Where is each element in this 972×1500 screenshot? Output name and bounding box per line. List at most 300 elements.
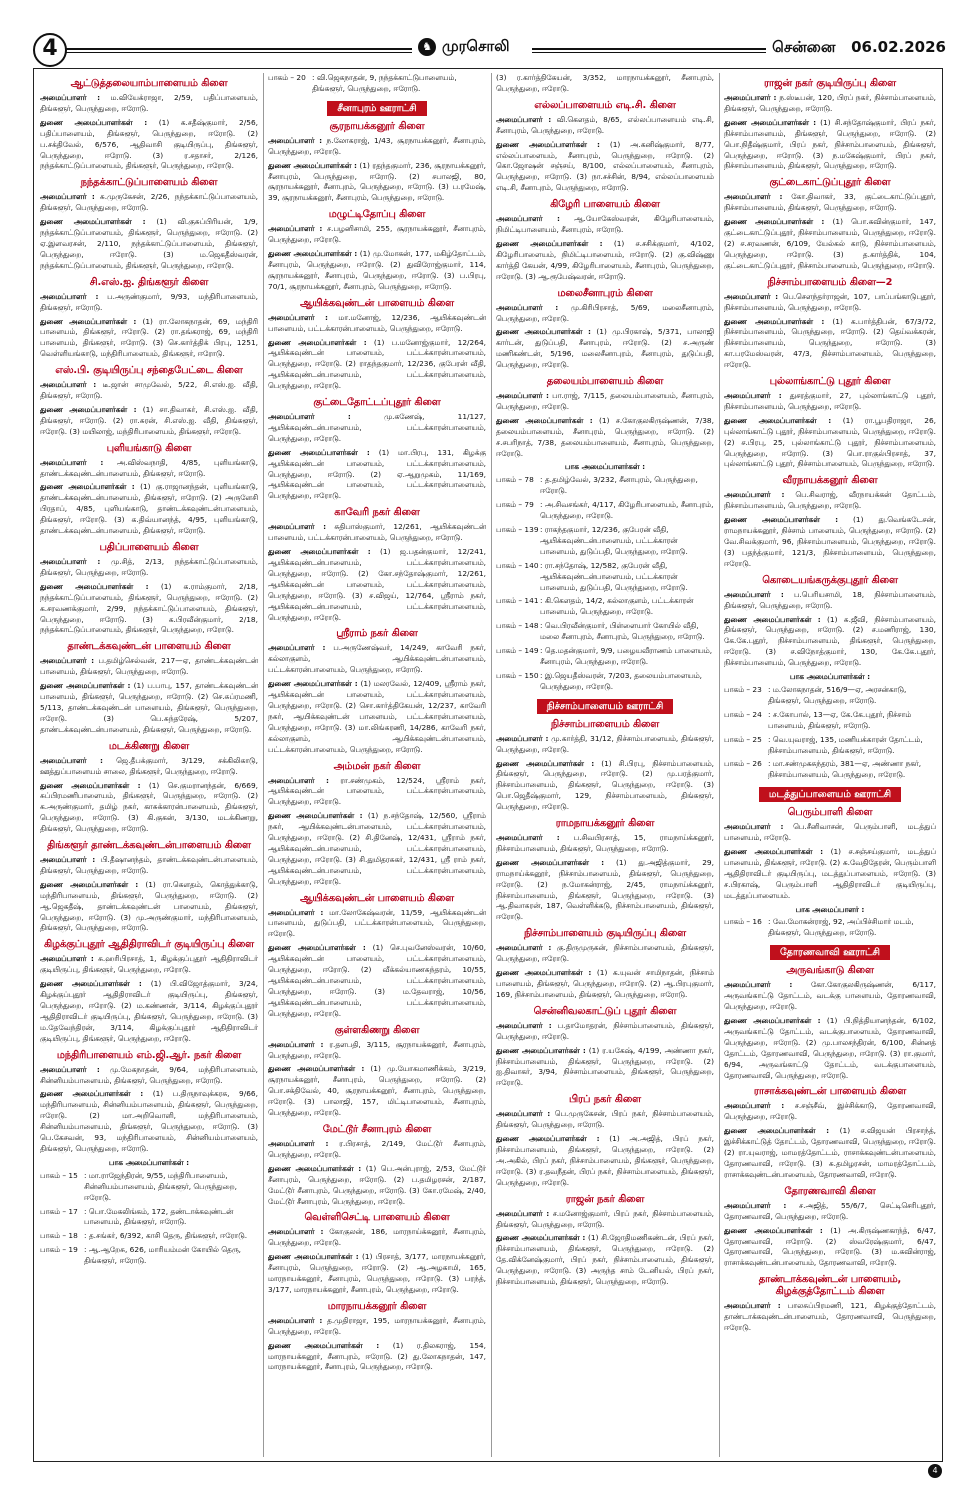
branch-title: பெரும்பாளி கிளை	[787, 807, 873, 819]
role-label: துணை அமைப்பாளர்கள் :	[40, 581, 149, 591]
role-label: துணை அமைப்பாளர்கள் :	[268, 160, 357, 170]
member-details: மு.சித், 2/13, நந்தக்காட்டுப்பாளையம், திங்களூர், பெருந்துறை, ஈரோடு.	[40, 557, 258, 577]
branch-title: மடக்கிணறு கிளை	[108, 740, 190, 752]
branch-title: ராஜன் நகர் குடியிருப்பு கிளை	[763, 78, 897, 89]
member-entry	[724, 1016, 936, 1081]
ward-member: : வி.ஜெகநாதன், 9, நந்தக்காட்டுபாளையம், திங்களூர், பெருந்துறை, ஈரோடு.	[312, 73, 457, 93]
ward-row	[496, 646, 714, 668]
member-entry	[40, 93, 258, 115]
member-details: பெ.செளந்தர்ராஜன், 107, பாப்பங்காடுபுதூர், நிச்சாம்பாளையம், பெருந்துறை, ஈரோடு.	[724, 291, 936, 312]
role-label: அமைப்பாளர் :	[268, 1039, 324, 1049]
branch-title: நிச்சாம்பாளையம் கிளை—2	[767, 276, 893, 288]
branch-title: தோரணவாவி கிளை	[784, 1185, 876, 1197]
ward-member: : ஆ.ஆறேசு, 626, மாரியம்மன் கோயில் தெரு, திங்களூர், ஈரோடு.	[84, 1245, 242, 1266]
panchayat-banner-label: நிச்சாம்பாளையம் ஊராட்சி	[537, 699, 674, 714]
role-label: அமைப்பாளர் :	[496, 214, 560, 224]
branch-title: குட்டைதோட்டப்புதூர் கிளை	[313, 397, 441, 409]
branch-title: நந்தக்காட்டுப்பாளையம் கிளை	[80, 177, 218, 189]
member-entry	[268, 679, 486, 755]
member-entry	[268, 412, 486, 445]
member-details: (1) சி.சந்தோஷ்குமார், பிரப் நகர், நிச்சாம்பாளையம், திங்களூர், பெருந்துறை, ஈரோடு. (2) பொ.நிதீஷ்குமார், பிரப் நகர், நிச்சாம்பாளையம், திங்களூர், பெருந்துறை, ஈரோடு. (3) ந.மகேஷ்குமார், பிரப் நகர், நிச்சாம்பாளையம், திங்களூர், பெருந்துறை, ஈரோடு.	[724, 117, 936, 171]
member-details: (1) ச.விஜயன் பிரசாந்த், இச்சிக்காட்டுத் தோட்டம், தோரணவாவி, பெருந்துறை, ஈரோடு. (2) ரா.யுவராஜ், மாமரத்தோட்டம், ராசாக்கவுண்டன்பாளையம், தோரணவாவி, ஈரோடு. (3) சு.தமிழரசன், மாமரத்தோட்டம், ராசாக்கவுண்டன்பாளையம், தோரணவாவி, ஈரோடு.	[724, 1126, 936, 1179]
role-label: அமைப்பாளர் :	[724, 93, 777, 102]
member-details: (1) அ.கனிஷ்குமார், 8/77, எல்லப்பாளையம், சீனாபுரம், பெருந்துறை, ஈரோடு. (2) கொ.ஜோஷன் சஞ்சய், 8/100, எல்லப்பாளையம், சீனாபுரம், பெருந்துறை, ஈரோடு. (3) நா.சச்சின், 8/94, எல்லப்பாளையம் எடி.சி, சீனாபுரம், பெருந்துறை, ஈரோடு.	[496, 139, 714, 193]
role-label: துணை அமைப்பாளர்கள் :	[268, 943, 366, 953]
branch-title: புல்லாங்காட்டு புதூர் கிளை	[769, 376, 891, 388]
role-label: துணை அமைப்பாளர்கள் :	[40, 316, 137, 326]
newspaper-logo-icon: ♞	[418, 38, 436, 56]
member-details: பெ.சிவராஜ், வீரநாயக்கன் தோட்டம், நிச்சாம்பாளையம், பெருந்துறை, ஈரோடு.	[724, 490, 936, 511]
ward-row	[496, 621, 714, 643]
ward-row	[496, 596, 714, 618]
member-entry	[268, 522, 486, 544]
member-details: ப.சிவபிரசாத், 15, ராமநாய்க்கனூர், நிச்சாம்பாளையம், திங்களூர், பெருந்துறை, ஈரோடு.	[496, 833, 714, 853]
ward-row	[496, 500, 714, 522]
branch-title: சி.எஸ்.ஐ. திங்களூர் கிளை	[89, 276, 209, 288]
role-label: அமைப்பாளர் :	[724, 192, 783, 202]
member-details: (1) சி.பிரபு, நிச்சாம்பாளையம், திங்களூர், பெருந்துறை, ஈரோடு. (2) மு.பரத்குமார், நிச்சாம்பாளையம், திங்களூர், பெருந்துறை, ஈரோடு. (3) பொ.ஜெதீஷ்குமார், 129, நிச்சாம்பாளையம், திங்களூர், பெருந்துறை, ஈரோடு.	[496, 758, 714, 812]
ward-member: : மா.ராஜேந்திரன், 9/55, மந்திரிபாளையம், சின்னியம்பாளையம், திங்களூர், பெருந்துறை, ஈரோடு.	[84, 1170, 238, 1202]
panchayat-banner-label: சீனாபுரம் ஊராட்சி	[327, 101, 426, 116]
header-rule-left-thin	[66, 52, 412, 53]
member-entry	[40, 880, 258, 935]
role-label: அமைப்பாளர் :	[40, 380, 97, 390]
member-entry	[268, 136, 486, 158]
column-1	[40, 73, 258, 1457]
role-label: அமைப்பாளர் :	[268, 775, 329, 785]
member-details: ச.பழனிசாமி, 255, சூரநாயக்கனூர், சீனாபுரம், பெருந்துறை, ஈரோடு.	[268, 224, 486, 245]
branch-title: ஸ்ரீராம் நகர் கிளை	[336, 628, 418, 640]
member-entry	[496, 239, 714, 283]
member-entry	[268, 1139, 486, 1161]
ward-row	[724, 735, 936, 757]
member-details: (1) க.யுவன் சாமிநாதன், நிச்சாம் பாளையம், திங்களூர், பெருந்துறை, ஈரோடு. (2) ஆ.பிரபுகுமார், 169, நிச்சாம்பாளையம், திங்களூர், பெருந்துறை, ஈரோடு.	[496, 968, 714, 999]
member-details: ச.மனோஜ்குமார், பிரப் நகர், நிச்சாம்பாளையம், திங்களூர், பெருந்துறை, ஈரோடு.	[496, 1208, 714, 1229]
role-label: துணை அமைப்பாளர்கள் :	[40, 217, 146, 227]
role-label: துணை அமைப்பாளர்கள் :	[496, 139, 600, 149]
ward-row	[40, 1171, 258, 1204]
role-label: துணை அமைப்பாளர்கள் :	[724, 1225, 823, 1235]
branch-title: அம்மன் நகர் கிளை	[333, 760, 421, 772]
column-3	[496, 73, 714, 1457]
member-details: மா.மனோஜ், 12/236, ஆயிக்கவுண்டன் பாளையம், பட்டக்காரன்பாளையம், பெருந்துறை, ஈரோடு.	[268, 312, 486, 333]
member-entry	[496, 1046, 714, 1090]
member-entry	[496, 1233, 714, 1288]
ward-number: பாகம் – 78	[496, 475, 534, 485]
ward-row	[724, 759, 936, 781]
branch-title: திங்களூர் தாண்டக்கவுண்டன்பாளையம் கிளை	[47, 840, 251, 852]
member-entry	[496, 734, 714, 756]
panchayat-banner	[496, 699, 714, 714]
member-entry	[496, 115, 714, 137]
section-subheading: பாக அமைப்பாளர்கள் :	[108, 1157, 190, 1167]
role-label: துணை அமைப்பாளர்கள் :	[724, 1126, 830, 1136]
member-entry	[724, 317, 936, 372]
branch-title: கிழேரி பாளையம் கிளை	[550, 199, 660, 211]
member-details: பாலசுப்பிரமணி, 121, கிழக்குத்தோட்டம், தாண்டாக்கவுண்டன்பாளையம், தோரணவாவி, பெருந்துறை, ஈரோடு.	[724, 1301, 936, 1333]
member-entry	[724, 980, 936, 1013]
role-label: அமைப்பாளர் :	[40, 855, 96, 865]
role-label: துணை அமைப்பாளர்கள் :	[268, 811, 363, 821]
role-label: அமைப்பாளர் :	[268, 224, 323, 234]
role-label: துணை அமைப்பாளர்கள் :	[724, 316, 825, 326]
role-label: துணை அமைப்பாளர்கள் :	[496, 238, 603, 248]
member-details: ப.தமிழ்செல்வன், 217—ஏ, தாண்டக்கவுண்டன் பாளையம், திங்களூர், பெருந்துறை, ஈரோடு.	[40, 656, 258, 677]
masthead	[412, 37, 516, 57]
role-label: அமைப்பாளர் :	[40, 291, 99, 301]
member-details: ர.தளபதி, 3/115, சூரநாயக்கனூர், சீனாபுரம், பெருந்துறை, ஈரோடு.	[268, 1039, 486, 1060]
member-details: ப.அருண்குமார், 9/93, மந்திரிபாளையம், திங்களூர், ஈரோடு.	[40, 291, 258, 312]
role-label: துணை அமைப்பாளர்கள் :	[724, 1016, 821, 1025]
ward-member: : பொ.மேகலிங்கம், 172, தண்டாக்கவுண்டன் பாளையம், திங்களூர், ஈரோடு.	[84, 1206, 234, 1227]
role-label: துணை அமைப்பாளர்கள் :	[724, 515, 839, 525]
role-label: துணை அமைப்பாளர்கள் :	[40, 780, 141, 790]
role-label: அமைப்பாளர் :	[724, 1200, 787, 1210]
role-label: அமைப்பாளர் :	[496, 391, 549, 401]
role-label: துணை அமைப்பாளர்கள் :	[268, 447, 370, 457]
member-entry	[724, 192, 936, 214]
member-details: மு.கிரிபிரசாத், 5/69, மலைசீனாபுரம், பெருந்துறை, ஈரோடு.	[496, 302, 714, 323]
role-label: துணை அமைப்பாளர்கள் :	[724, 217, 825, 227]
ward-member: : மா.சண்முகசுந்தரம், 381—ஏ, அண்ணா நகர், நிச்சாம்பாளையம், பெருந்துறை, ஈரோடு.	[768, 759, 922, 780]
member-details: (1) க.சதீஷ்குமார், 2/56, பதிப்பாளையம், திங்களூர், பெருந்துறை, ஈரோடு. (2) ப.சக்திவேல், 6/576, ஆதிவாசி குடியிருப்பு, திங்களூர், பெருந்துறை, ஈரோடு. (3) ர.சதாசர், 2/126, நந்தக்காட்டுப்பாளையம், திங்களூர், பெருந்துறை, ஈரோடு.	[40, 117, 258, 171]
role-label: அமைப்பாளர் :	[724, 822, 784, 832]
role-label: துணை அமைப்பாளர்கள் :	[40, 879, 139, 889]
role-label: துணை அமைப்பாளர்கள் :	[40, 482, 135, 492]
member-details: (1) அ.அஜித், பிரப் நகர், நிச்சாம்பாளையம், திங்களூர், பெருந்துறை, ஈரோடு. (2) அ.அகில், பிரப் நகர், நிச்சாம்பாளையம், திங்களூர், பெருந்துறை, ஈரோடு. (3) ர.தவநீதன், பிரப் நகர், நிச்சாம்பாளையம், திங்களூர், பெருந்துறை, ஈரோடு.	[496, 1134, 714, 1187]
ward-row	[496, 475, 714, 497]
member-entry	[40, 482, 258, 537]
member-details: (1) ரா.கௌதம், கொத்துக்காடு, மந்திரிபாளையம், திங்களூர், பெருந்துறை, ஈரோடு. (2) ஆ.ஜெகதீஷ், தாண்டக்கவுண்டன் பாளையம், திங்களூர், பெருந்துறை, ஈரோடு. (3) மு.அருண்குமார், மந்திரிபாளையம், திங்களூர், பெருந்துறை, ஈரோடு.	[40, 879, 258, 933]
member-details: ம.வியேக்ராஜா, 2/59, பதிப்பாளையம், திங்களூர், பெருந்துறை, ஈரோடு.	[40, 93, 258, 113]
panchayat-banner	[724, 787, 936, 802]
branch-title: எல்லப்பாளையம் எடி.சி. கிளை	[534, 99, 676, 111]
role-label: துணை அமைப்பாளர்கள் :	[268, 547, 371, 557]
member-details: (1) ஜ.பதன்குமார், 12/241, ஆயிக்கவுண்டன்பாளையம், பட்டக்காரன்பாளையம், பெருந்துறை, ஈரோடு. (2) கோ.சந்தோஷ்குமார், 12/261, ஆயிக்கவுண்டன் பாளையம், பட்டக்காரன்பாளையம், பெருந்துறை, ஈரோடு. (3) ச.விஜய், 12/764, ஸ்ரீராம் நகர், ஆயிக்கவுண்டன்பாளையம், பட்டக்காரன்பாளையம், பெருந்துறை, ஈரோடு.	[268, 547, 486, 622]
member-details: (1) க.ராம்குமார், 2/18, நந்தக்காட்டுப்பாளையம், திங்களூர், பெருந்துறை, ஈரோடு. (2) க.சரவணக்குமார், 2/99, நந்தக்காட்டுப்பாளையம், திங்களூர், பெருந்துறை, ஈரோடு. (3) க.பிரவீன்குமார், 2/18, நந்தக்காட்டுப்பாளையம், திங்களூர், பெருந்துறை, ஈரோடு.	[40, 581, 258, 635]
member-entry	[40, 380, 258, 402]
role-label: அமைப்பாளர் :	[268, 1227, 324, 1237]
member-details: மு.மேகநாதன், 9/64, மந்திரிபாளையம், சின்னியம்பாளையம், திங்களூர், பெருந்துறை, ஈரோடு.	[40, 1064, 258, 1085]
branch-title: ஆயிக்கவுண்டன் பாளையம் கிளை	[300, 297, 454, 309]
ward-member: : கி.கௌதம், 14/2, கல்லாகுளம், பட்டக்காரன் பாளையம், பெருந்துறை, ஈரோடு.	[540, 596, 694, 617]
member-entry	[724, 615, 936, 670]
ward-number: பாகம் – 79	[496, 500, 534, 510]
ward-row	[496, 671, 714, 693]
member-entry	[724, 217, 936, 272]
branch-title: பதிப்பாளையம் கிளை	[99, 542, 199, 553]
member-details: (1) ச.சசிக்குமார், 4/102, கிழேரிபாளையம், நிமிட்டிபாளையம், ஈரோடு. (2) கு.விஷ்ணு கார்த்தி கேயன், 4/99, கிழேரிபாளையம், சீனாபுரம், பெருந்துறை, ஈரோடு. (3) ஆ.ரூபேஷ்வரன், ஈரோடு.	[496, 238, 714, 281]
role-label: துணை அமைப்பாளர்கள் :	[40, 1089, 144, 1099]
ward-number: பாகம் – 148	[496, 621, 539, 631]
city-name: சென்னை	[772, 38, 836, 56]
member-entry	[496, 214, 714, 236]
ward-number: பாகம் – 141	[496, 596, 539, 606]
member-details: (1) வி.குசுப்பிரியன், 1/9, நந்தக்காட்டுப்பாளையம், திங்களூர், பெருந்துறை, ஈரோடு. (2) ஏ.இளவரசன், 2/110, நந்தக்காட்டுப்பாளையம், திங்களூர், பெருந்துறை, ஈரோடு. (3) ம.ஜெகதீஸ்வரன், நந்தக்காட்டுப்பாளையம், திங்களூர், பெருந்துறை, ஈரோடு.	[40, 217, 258, 270]
role-label: துணை அமைப்பாளர்கள் :	[268, 337, 367, 347]
member-entry	[40, 317, 258, 361]
member-details: (1) ப.திருநாவுக்கரசு, 9/66, மந்திரிபாளையம், சின்னியம்பாளையம், திங்களூர், பெருந்துறை, ஈரோடு. (2) மா.அறிவொளி, மந்திரிபாளையம், சின்னியம்பாளையம், திங்களூர், பெருந்துறை, ஈரோடு. (3) பெ.கேசவன், 93, மந்திரிபாளையம், சின்னியம்பாளையம், திங்களூர், பெருந்துறை, ஈரோடு.	[40, 1089, 258, 1153]
member-entry	[268, 1040, 486, 1062]
branch-title: பிரப் நகர் கிளை	[569, 1094, 641, 1106]
branch-title: நிச்சாம்பாளையம் குடியிருப்பு கிளை	[524, 928, 686, 940]
role-label: அமைப்பாளர் :	[268, 907, 324, 917]
ward-row	[40, 1231, 258, 1242]
member-details: (1) ப.பாபு, 157, தாண்டக்கவுண்டன் பாளையம், திங்களூர், பெருந்துறை, ஈரோடு. (2) செ.சுப்ரமணி, 5/113, தாண்டக்கவுண்டன் பாளையம், திங்களூர், பெருந்துறை, ஈரோடு. (3) பெ.சுந்தரேஷ், 5/207, தாண்டக்கவுண்டன்பாளையம், திங்களூர், பெருந்துறை, ஈரோடு.	[40, 681, 258, 734]
member-entry	[40, 557, 258, 579]
member-entry	[40, 1089, 258, 1154]
member-entry	[724, 416, 936, 471]
member-details: டீ.ஜான் சாமுவேல், 5/22, சி.எஸ்.ஐ. வீதி, திங்களூர், ஈரோடு.	[40, 380, 258, 401]
ward-member: : ராகந்தகுமார், 12/236, குபேரன் வீதி, ஆயிக்கவுண்டன்பாளையம், பட்டக்காரன் பாளையம், துடுப்பதி, பெருந்துறை, ஈரோடு.	[540, 525, 688, 556]
member-details: (1) மு.யோகமாணிக்கம், 3/219, சூரநாயக்கனூர், சீனாபுரம், பெருந்துறை, ஈரோடு. (2) பொ.சக்திவேல், 40, சூரநாயக்கனூர், சீனாபுரம், பெருந்துறை, ஈரோடு. (3) பாலாஜி, 157, மிட்டிபாளையம், சீனாபுரம், பெருந்துறை, ஈரோடு.	[268, 1064, 486, 1118]
member-details: ரா.சண்முகம், 12/524, ஸ்ரீராம் நகர், ஆயிக்கவுண்டன் பாளையம், பட்டக்காரன்பாளையம், பெருந்துறை, ஈரோடு.	[268, 775, 486, 807]
member-entry	[40, 855, 258, 877]
member-entry	[724, 93, 936, 115]
role-label: அமைப்பாளர் :	[496, 1109, 551, 1119]
member-entry	[40, 756, 258, 778]
branch-title: குள்ளகிணறு கிளை	[334, 1024, 420, 1036]
role-label: அமைப்பாளர் :	[724, 291, 779, 301]
role-label: அமைப்பாளர் :	[40, 457, 104, 467]
role-label: அமைப்பாளர் :	[40, 1064, 100, 1074]
branch-title: தாண்டாக்கவுண்டன் பாளையம், கிழக்குத்தோட்டம் கிளை	[758, 1274, 902, 1298]
member-details: (1) து.வெங்கடேசன், ராமநாயக்கனூர், நிச்சாம் பாளையம், பெருந்துறை, ஈரோடு. (2) வே.சிவக்குமார், 96, நிச்சாம்பாளையம், பெருந்துறை, ஈரோடு. (3) பதந்த்குமார், 121/3, நிச்சாம்பாளையம், பெருந்துறை, ஈரோடு.	[724, 515, 936, 568]
ward-row	[40, 1207, 258, 1229]
branch-title: தாண்டக்கவுண்டன் பாளையம் கிளை	[67, 641, 231, 653]
role-label: துணை அமைப்பாளர்கள் :	[496, 758, 595, 768]
member-entry	[724, 1101, 936, 1123]
role-label: அமைப்பாளர் :	[724, 589, 784, 599]
ward-member: : தெ.மதன்குமார், 9/9, பழையவீராணம் பாளையம், சீனாபுரம், பெருந்துறை, ஈரோடு.	[540, 646, 713, 666]
member-entry	[724, 1226, 936, 1270]
member-details: (1) ச.கோகுலகிருஷ்ணன், 7/38, தலையம்பாளையம், சீனாபுரம், பெருந்துறை, ஈரோடு. (2) ச.சபரிநாத், 7/38, தலையம்பாளையம், சீனாபுரம், பெருந்துறை, ஈரோடு.	[496, 415, 714, 458]
role-label: துணை அமைப்பாளர்கள் :	[724, 415, 832, 425]
member-entry	[496, 968, 714, 1001]
role-label: அமைப்பாளர் :	[268, 135, 323, 145]
role-label: துணை அமைப்பாளர்கள் :	[496, 968, 592, 978]
member-details: பெ.சீனிவாசன், பெரும்பாளி, மடத்துப் பாளையம், ஈரோடு.	[724, 822, 936, 843]
member-details: ப.அருணேஷ்வர், 14/249, காவேரி நகர், கல்லாகுளம், ஆயிக்கவுண்டன்பாளையம், பட்டக்காரன்பாளையம், பெருந்துறை, ஈரோடு.	[268, 643, 486, 675]
member-entry	[724, 391, 936, 413]
role-label: துணை அமைப்பாளர்கள் :	[724, 117, 817, 127]
branch-title: புளியங்காடு கிளை	[106, 442, 192, 454]
role-label: அமைப்பாளர் :	[496, 833, 560, 843]
branch-title: ராசாக்கவுண்டன் பாளையம் கிளை	[753, 1086, 907, 1098]
role-label: துணை அமைப்பாளர்கள் :	[40, 404, 137, 414]
role-label: துணை அமைப்பாளர்கள் :	[496, 327, 591, 337]
member-entry	[496, 1021, 714, 1043]
member-details: கோ.திவாகர், 33, குட்டைகாட்டுப்புதூர், நிச்சாம்பாளையம், திங்களூர், பெருந்துறை, ஈரோடு.	[724, 192, 936, 213]
member-details: (1) ப.மனோஜ்குமார், 12/264, ஆயிக்கவுண்டன் பாளையம், பட்டக்காரன்பாளையம், பெருந்துறை, ஈரோடு. (2) ராதந்தகுமார், 12/236, குபேரன் வீதி, ஆயிக்கவுண்டன்பாளையம், பட்டக்காரன்பாளையம், பெருந்துறை, ஈரோடு.	[268, 337, 486, 391]
member-entry	[268, 811, 486, 887]
branch-title: ராஜன் நகர் கிளை	[565, 1193, 645, 1205]
member-details: (1) பி.விஜோத்குமார், 3/24, கிழக்குப்புதூர் ஆதிதிராவிடர் குடியிருப்பு, திங்களூர், பெருந்துறை, ஈரோடு. (2) ம.கண்ணன், 3/114, கிழக்குப்புதூர் ஆதிதிராவிடர் குடியிருப்பு, திங்களூர், பெருந்துறை, ஈரோடு. (3) ம.தேவேந்திரன், 3/114, கிழக்குப்புதூர் ஆதிதிராவிடர் குடியிருப்பு, திங்களூர், பெருந்துறை, ஈரோடு.	[40, 979, 258, 1043]
ward-number: பாகம் – 149	[496, 646, 539, 656]
role-label: அமைப்பாளர் :	[268, 522, 327, 532]
role-label: துணை அமைப்பாளர்கள் :	[268, 1340, 380, 1350]
role-label: துணை அமைப்பாளர்கள் :	[724, 847, 824, 857]
ward-member: : வெ.யுவராஜ், 135, மணியக்காரன் தோட்டம், நிச்சாம்பாளையம், திங்களூர், ஈரோடு.	[768, 734, 923, 755]
branch-title: எஸ்.பி. குடியிருப்பு சந்தைபேட்டை கிளை	[55, 365, 243, 377]
role-label: துணை அமைப்பாளர்கள் :	[268, 1252, 359, 1262]
role-label: அமைப்பாளர் :	[40, 656, 95, 666]
member-details: அ.விஸ்வநாதி, 4/85, புளியங்காடு, தாண்டக்கவுண்டன்பாளையம், திங்களூர், ஈரோடு.	[40, 457, 258, 478]
ward-number: பாகம் – 26	[724, 759, 762, 769]
member-entry	[40, 292, 258, 314]
role-label: அமைப்பாளர் :	[40, 192, 95, 202]
dateline	[766, 38, 946, 58]
role-label: அமைப்பாளர் :	[40, 557, 101, 566]
branch-title: ஆயிக்கவுண்டன் பாளையம் கிளை	[300, 892, 454, 904]
member-details: ச.அஜித், 55/6/7, செட்டிசெரிபுதூர், தோரணவாவி, பெருந்துறை, ஈரோடு.	[724, 1200, 936, 1221]
role-label: துணை அமைப்பாளர்கள் :	[496, 1233, 586, 1243]
member-entry	[268, 908, 486, 941]
member-entry	[40, 979, 258, 1044]
member-details: (1) ர.திலகராஜ், 154, மாரநாயக்கனூர், சீனாபுரம், ஈரோடு. (2) து.லோகநாதன், 147, மாரநாயக்கனூர், சீனாபுரம், பெருந்துறை, ஈரோடு.	[268, 1340, 486, 1372]
ward-member: : த.சங்கர், 6/392, காசி தெரு, திங்களூர், ஈரோடு.	[84, 1231, 248, 1241]
member-entry	[724, 515, 936, 570]
member-details: (1) செ.புவனேஸ்வரன், 10/60, ஆயிக்கவுண்டன் பாளையம், பட்டக்காரன்பாளையம், பெருந்துறை, ஈரோடு. (2) வீக்கல்யாணசுந்தரம், 10/55, ஆயிக்கவுண்டன்பாளையம், பட்டக்காரன்பாளையம், பெருந்துறை, ஈரோடு. (3) ம.தேவராஜ், 10/56, ஆயிக்கவுண்டன்பாளையம், பட்டக்காரன்பாளையம், பெருந்துறை, ஈரோடு.	[268, 943, 486, 1018]
column-divider	[263, 73, 264, 1457]
ward-number: பாகம் – 139	[496, 525, 539, 534]
role-label: துணை அமைப்பாளர்கள் :	[40, 117, 148, 127]
member-details: (1) சி.ஜோதிமணிகண்டன், பிரப் நகர், நிச்சாம்பாளையம், திங்களூர், பெருந்துறை, ஈரோடு. (2) தே.விக்னேஷ்குமார், பிரப் நகர், நிச்சாம்பாளையம், திங்களூர், பெருந்துறை, ஈரோடு. (3) அருந்த சாம் டேனியல், பிரப் நகர், நிச்சாம்பாளையம், திங்களூர், பெருந்துறை, ஈரோடு.	[496, 1233, 714, 1287]
member-entry	[268, 1227, 486, 1249]
member-entry	[724, 847, 936, 902]
ward-member: : ச.கோபால், 13—ஏ, கே.கே.புதூர், நிச்சாம் பாளையம், திங்களூர், ஈரோடு.	[768, 709, 912, 730]
ward-row	[268, 73, 486, 95]
ward-number: பாகம் – 17	[40, 1206, 78, 1216]
role-label: அமைப்பாளர் :	[496, 302, 559, 312]
member-entry	[268, 338, 486, 393]
member-details: (1) ரா.லோகநாதன், 69, மந்திரி பாளையம், திங்களூர், ஈரோடு. (2) ரா.தங்கராஜ், 69, மந்திரி பாளையம், திங்களூர், ஈரோடு. (3) செ.கார்த்திக் பிரபு, 1251, வெள்ளியங்காடு, மந்திரிபாளையம், திங்களூர், ஈரோடு.	[40, 316, 258, 359]
member-details: ர.பிரசாத், 2/149, மேட்டூர் சீனாபுரம், பெருந்துறை, ஈரோடு.	[268, 1138, 486, 1159]
branch-title: மந்திரிபாளையம் எம்.ஜி.ஆர். நகர் கிளை	[56, 1049, 242, 1061]
header-rule-left	[66, 48, 412, 50]
member-details: (1) சு.ஜீவி, நிச்சாம்பாளையம், திங்களூர், பெருந்துறை, ஈரோடு. (2) ச.மணிராஜ், 130, கே.கே.புதூர், நிச்சாம்பாளையம், திங்களூர், பெருந்துறை, ஈரோடு. (3) ச.விநோத்குமார், 130, கே.கே.புதூர், நிச்சாம்பாளையம், பெருந்துறை, ஈரோடு.	[724, 614, 936, 668]
role-label: துணை அமைப்பாளர்கள் :	[496, 857, 605, 867]
member-details: மு.கார்த்தி, 31/12, நிச்சாம்பாளையம், திங்களூர், பெருந்துறை, ஈரோடு.	[496, 733, 714, 754]
ward-member: : வே.மோகன்ராஜ், 92, அப்பிச்சிமார் மடம், திங்களூர், பெருந்துறை, ஈரோடு.	[768, 917, 914, 938]
role-label: துணை அமைப்பாளர்கள் :	[40, 979, 142, 989]
member-details: (1) பிரசாத், 3/177, மாரநாயக்கனூர், சீனாபுரம், பெருந்துறை, ஈரோடு. (2) ஆ.அழகாமி, 165, மாரநாயக்கனூர், சீனாபுரம், பெருந்துறை, ஈரோடு. (3) பரந்த், 3/177, மாரநாயக்கனூர், சீனாபுரம், பெருந்துறை, ஈரோடு.	[268, 1252, 486, 1294]
member-entry	[496, 416, 714, 460]
member-entry	[496, 1209, 714, 1231]
branch-title: அருவங்காடு கிளை	[786, 965, 874, 977]
footer-page-number: 4	[928, 1464, 942, 1478]
member-entry	[496, 140, 714, 195]
role-label: துணை அமைப்பாளர்கள் :	[496, 1045, 586, 1055]
member-details: பெ.முருகேசன், பிரப் நகர், நிச்சாம்பாளையம், திங்களூர், பெருந்துறை, ஈரோடு.	[496, 1109, 714, 1130]
column-4	[724, 73, 936, 1457]
member-details: ந.ஸ்டீபன், 120, பிரப் நகர், நிச்சாம்பாளையம், திங்களூர், பெருந்துறை, ஈரோடு.	[724, 93, 936, 113]
role-label: அமைப்பாளர் :	[268, 1315, 323, 1325]
member-entry	[496, 943, 714, 965]
ward-number: பாகம் – 23	[724, 684, 762, 694]
member-entry	[496, 1134, 714, 1189]
member-entry	[724, 1201, 936, 1223]
branch-title: குட்டைகாட்டுப்புதூர் கிளை	[769, 177, 891, 189]
member-details: சு.ஹரிபிரசாத், 1, கிழக்குப்புதூர் ஆதிதிராவிடர் குடியிருப்பு, திங்களூர், பெருந்துறை, ஈரோடு.	[40, 954, 258, 975]
role-label: அமைப்பாளர் :	[724, 391, 782, 401]
member-details: (1) செ.குமரானந்தன், 6/669, சுப்பிரமணிபாளையம், திங்களூர், பெருந்துறை, ஈரோடு. (2) க.அருண்குமார், தமிழ் நகர், காசுக்காரன்பாளையம், திங்களூர், பெருந்துறை, ஈரோடு. (3) கி.குகன், 3/130, மடக்கிணறு, திங்களூர், பெருந்துறை, ஈரோடு.	[40, 780, 258, 834]
ward-row	[724, 685, 936, 707]
member-entry	[40, 781, 258, 836]
role-label: துணை அமைப்பாளர்கள் :	[40, 681, 131, 691]
role-label: அமைப்பாளர் :	[496, 943, 552, 953]
member-entry	[268, 776, 486, 809]
member-details: ஜெ.தீபக்குமார், 3/129, சக்கிலிகாடு, ஊத்துப்பாளையம் சாலை, திங்களூர், பெருந்துறை, ஈரோடு.	[40, 755, 258, 776]
member-details: (1) பி.நித்தியானந்தன், 6/102, அருவங்காட்டு தோட்டம், வடக்குபாளையம், தோரணவாவி, பெருந்துறை, ஈரோடு. (2) மு.பாலசந்திரன், 6/100, சின்னத் தோட்டம், தோரணவாவி, பெருந்துறை, ஈரோடு. (3) ரா.குமார், 6/94, அருவங்காட்டு தோட்டம், வடக்குபாளையம், தோரணவாவி, பெருந்துறை, ஈரோடு.	[724, 1016, 936, 1080]
ward-number: பாகம் – 18	[40, 1231, 78, 1241]
ward-row	[40, 1245, 258, 1267]
panchayat-banner-label: தோரணவாவி ஊராட்சி	[770, 945, 890, 960]
role-label: அமைப்பாளர் :	[724, 980, 793, 990]
page-header	[0, 0, 972, 62]
member-entry	[268, 643, 486, 676]
member-entry	[40, 954, 258, 976]
role-label: அமைப்பாளர் :	[496, 1208, 550, 1218]
member-details: வி.கௌதம், 8/65, எல்லப்பாளையம் எடி.சி, சீனாபுரம், பெருந்துறை, ஈரோடு.	[496, 114, 714, 135]
ward-row	[496, 525, 714, 558]
ward-member: : அ.சிவசங்கர், 4/117, கிழேரிபாளையம், சீனாபுரம், பெருந்துறை, ஈரோடு.	[540, 500, 714, 521]
role-label: அமைப்பாளர் :	[40, 755, 103, 765]
ward-row	[496, 561, 714, 594]
member-details: (1) ர.யகேஷ், 4/199, அண்ணா நகர், நிச்சாம்பாளையம், திங்களூர், பெருந்துறை, ஈரோடு. (2) ஐ.திவாகர், 3/94, நிச்சாம்பாளையம், திங்களூர், பெருந்துறை, ஈரோடு.	[496, 1045, 714, 1088]
member-entry	[724, 118, 936, 173]
member-entry	[496, 858, 714, 923]
member-details: (1) கு.ராஜானந்தன், புளியங்காடு, தாண்டக்கவுண்டன்பாளையம், திங்களூர், ஈரோடு. (2) அருளேசி பிரதாப், 4/85, புளியங்காடு, தாண்டக்கவுண்டன்பாளையம், திங்களூர், ஈரோடு. (3) க.திவ்யானந்த், 4/95, புளியங்காடு, தாண்டக்கவுண்டன்பாளையம், திங்களூர், ஈரோடு.	[40, 482, 258, 536]
member-entry	[724, 590, 936, 612]
ward-row	[724, 917, 936, 939]
member-details: (1) மு.பிரகாஷ், 5/371, பாலாஜி கார்டன், துடுப்பதி, சீனாபுரம், ஈரோடு. (2) ச.அருண் மணிகண்டன், 5/196, மலைசீனாபுரம், சீனாபுரம், துடுப்பதி, பெருந்துறை, ஈரோடு.	[496, 327, 714, 370]
panchayat-banner	[268, 101, 486, 116]
member-details: (1) பொ.கவின்குமார், 147, குட்டைகாட்டுப்புதூர், நிச்சாம்பாளையம், பெருந்துறை, ஈரோடு. (2) ச.சரவணன், 6/109, யேல்கல் காடு, நிச்சாம்பாளையம், பெருந்துறை, ஈரோடு. (3) த.கார்த்திக், 104, குட்டைகாட்டுப்புதூர், நிச்சாம்பாளையம், பெருந்துறை, ஈரோடு.	[724, 217, 936, 270]
member-entry	[268, 1252, 486, 1296]
member-details: துசரத்குமார், 27, புல்லாங்காட்டு புதூர், நிச்சாம்பாளையம், பெருந்துறை, ஈரோடு.	[724, 391, 936, 411]
branch-title: காவேரி நகர் கிளை	[334, 507, 420, 519]
member-entry	[496, 391, 714, 413]
ward-number: பாகம் – 24	[724, 709, 762, 719]
ward-number: பாகம் – 140	[496, 560, 539, 570]
member-details: (1) மா.பிரபு, 131, கிழக்கு ஆயிக்கவுண்டன் பாளையம், பட்டக்காரன்பாளையம், பெருந்துறை, ஈரோடு. (2) ஏ.ஆறுமுகம், 11/169, ஆயிக்கவுண்டன் பாளையம், பட்டக்காரன்பாளையம், பெருந்துறை, ஈரோடு.	[268, 447, 486, 501]
role-label: துணை அமைப்பாளர்கள் :	[496, 1134, 600, 1144]
member-details: ச.சஞ்சீவ், இச்சிக்காடு, தோரணவாவி, பெருந்துறை, ஈரோடு.	[724, 1101, 936, 1122]
member-details: (1) மு.மோகன், 177, மகிழ்தோட்டம், சீனாபுரம், பெருந்துறை, ஈரோடு. (2) துவிரோஜ்குமார், 114, சூரநாயக்கனூர், சீனாபுரம், பெருந்துறை, ஈரோடு. (3) ப.பிரபு, 70/1, சூரநாயக்கனூர், சீனாபுரம், பெருந்துறை, ஈரோடு.	[268, 249, 486, 291]
member-entry	[724, 822, 936, 844]
ward-number: பாகம் – 15	[40, 1170, 78, 1180]
member-entry	[268, 249, 486, 293]
member-entry	[268, 943, 486, 1019]
member-entry	[496, 1109, 714, 1131]
panchayat-banner	[724, 945, 936, 960]
ward-member: : த.தமிழ்வேல், 3/232, சீனாபுரம், பெருந்துறை, ஈரோடு.	[540, 475, 698, 496]
member-details: ந.லோகராஜ், 1/43, சூரநாயக்கனூர், சீனாபுரம், பெருந்துறை, ஈரோடு.	[268, 135, 486, 156]
member-entry	[496, 303, 714, 325]
branch-title: மலைசீனாபுரம் கிளை	[557, 287, 653, 299]
role-label: துணை அமைப்பாளர்கள் :	[268, 1163, 362, 1173]
member-entry	[268, 1164, 486, 1208]
branch-title: ஆட்டுத்தலையாம்பாளையம் கிளை	[70, 78, 228, 89]
member-entry	[496, 833, 714, 855]
ward-number: பாகம் – 150	[496, 670, 539, 680]
role-label: அமைப்பாளர் :	[724, 490, 785, 500]
newspaper-name: முரசொலி	[442, 37, 510, 55]
member-entry	[40, 405, 258, 438]
ward-member: : வெ.பிரவீன்குமார், பிள்ளையார் கோயில் வீதி, மலை சீனாபுரம், சீனாபுரம், பெருந்துறை, ஈரோடு.	[540, 621, 705, 642]
column-divider	[491, 73, 492, 1457]
